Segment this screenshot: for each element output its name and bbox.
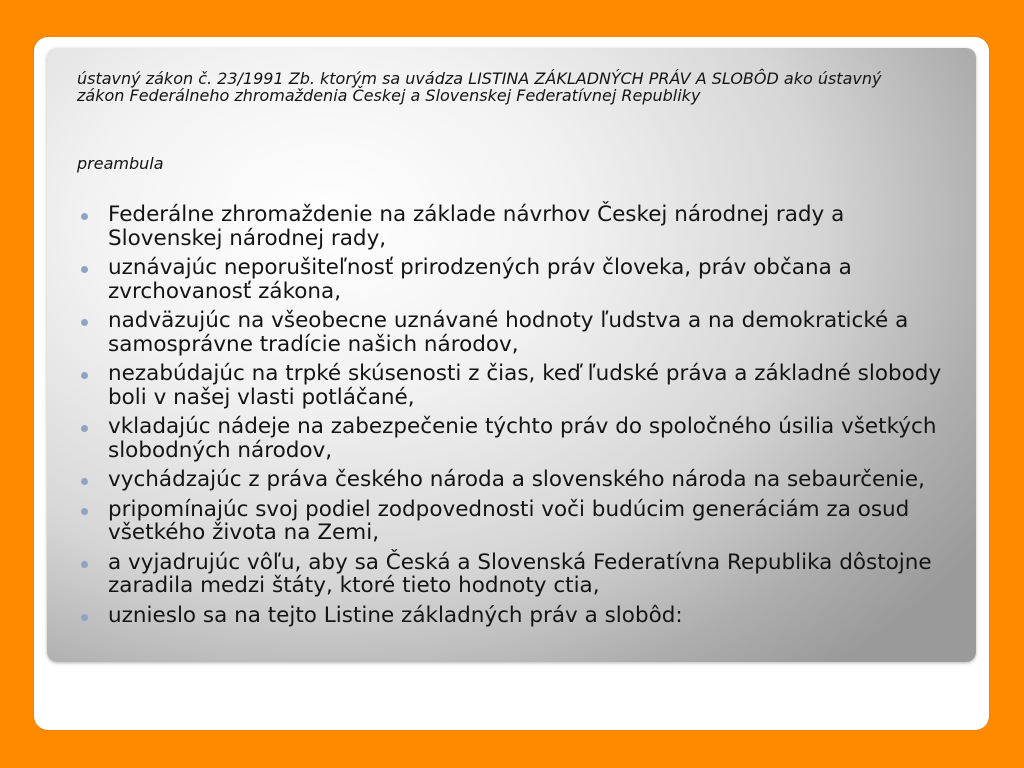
clause-text: uznieslo sa na tejto Listine základných práv a slobôd: (108, 602, 683, 628)
bullet-icon (81, 614, 88, 621)
clause-text: vychádzajúc z práva českého národa a slovenského národa na sebaurčenie, (108, 467, 925, 492)
list-item (79, 498, 964, 545)
bullet-icon (81, 266, 88, 273)
clause-text: nadväzujúc na všeobecne uznávané hodnoty ľudstva a na demokratické a samosprávne tradície našich národov, (108, 308, 909, 357)
bullet-icon (81, 508, 88, 515)
preamble-label: preambula (77, 154, 164, 173)
bullet-icon (81, 213, 88, 220)
slide-header: ústavný zákon č. 23/1991 Zb. ktorým sa uvádza LISTINA ZÁKLADNÝCH PRÁV A SLOBÔD ako ústavný zákon Federálneho zhromaždenia Českej a Slovenskej Federatívnej Republiky (77, 69, 882, 105)
list-item (79, 468, 964, 492)
clause-text: a vyjadrujúc vôľu, aby sa Česká a Slovenská Federatívna Republika dôstojne zaradila medzi štáty, ktoré tieto hodnoty ctia, (108, 549, 932, 598)
bullet-icon (81, 372, 88, 379)
list-item (79, 551, 964, 598)
bullet-icon (81, 561, 88, 568)
clause-text: vkladajúc nádeje na zabezpečenie týchto práv do spoločného úsilia všetkých slobodných národov, (108, 414, 937, 463)
list-item (79, 309, 964, 356)
list-item (79, 362, 964, 409)
clause-text: Federálne zhromaždenie na základe návrhov Českej národnej rady a Slovenskej národnej rady, (108, 202, 845, 251)
clause-text: nezabúdajúc na trpké skúsenosti z čias, keď ľudské práva a základné slobody boli v našej vlasti potláčané, (108, 361, 942, 410)
clause-text: uznávajúc neporušiteľnosť prirodzených práv človeka, práv občana a zvrchovanosť zákona, (108, 255, 852, 304)
bullet-icon (81, 319, 88, 326)
clause-list (79, 203, 964, 633)
list-item (79, 415, 964, 462)
list-item (79, 604, 964, 628)
list-item (79, 256, 964, 303)
bullet-icon (81, 425, 88, 432)
list-item (79, 203, 964, 250)
clause-text: pripomínajúc svoj podiel zodpovednosti voči budúcim generáciám za osud všetkého života na Zemi, (108, 496, 910, 545)
bullet-icon (81, 478, 88, 485)
